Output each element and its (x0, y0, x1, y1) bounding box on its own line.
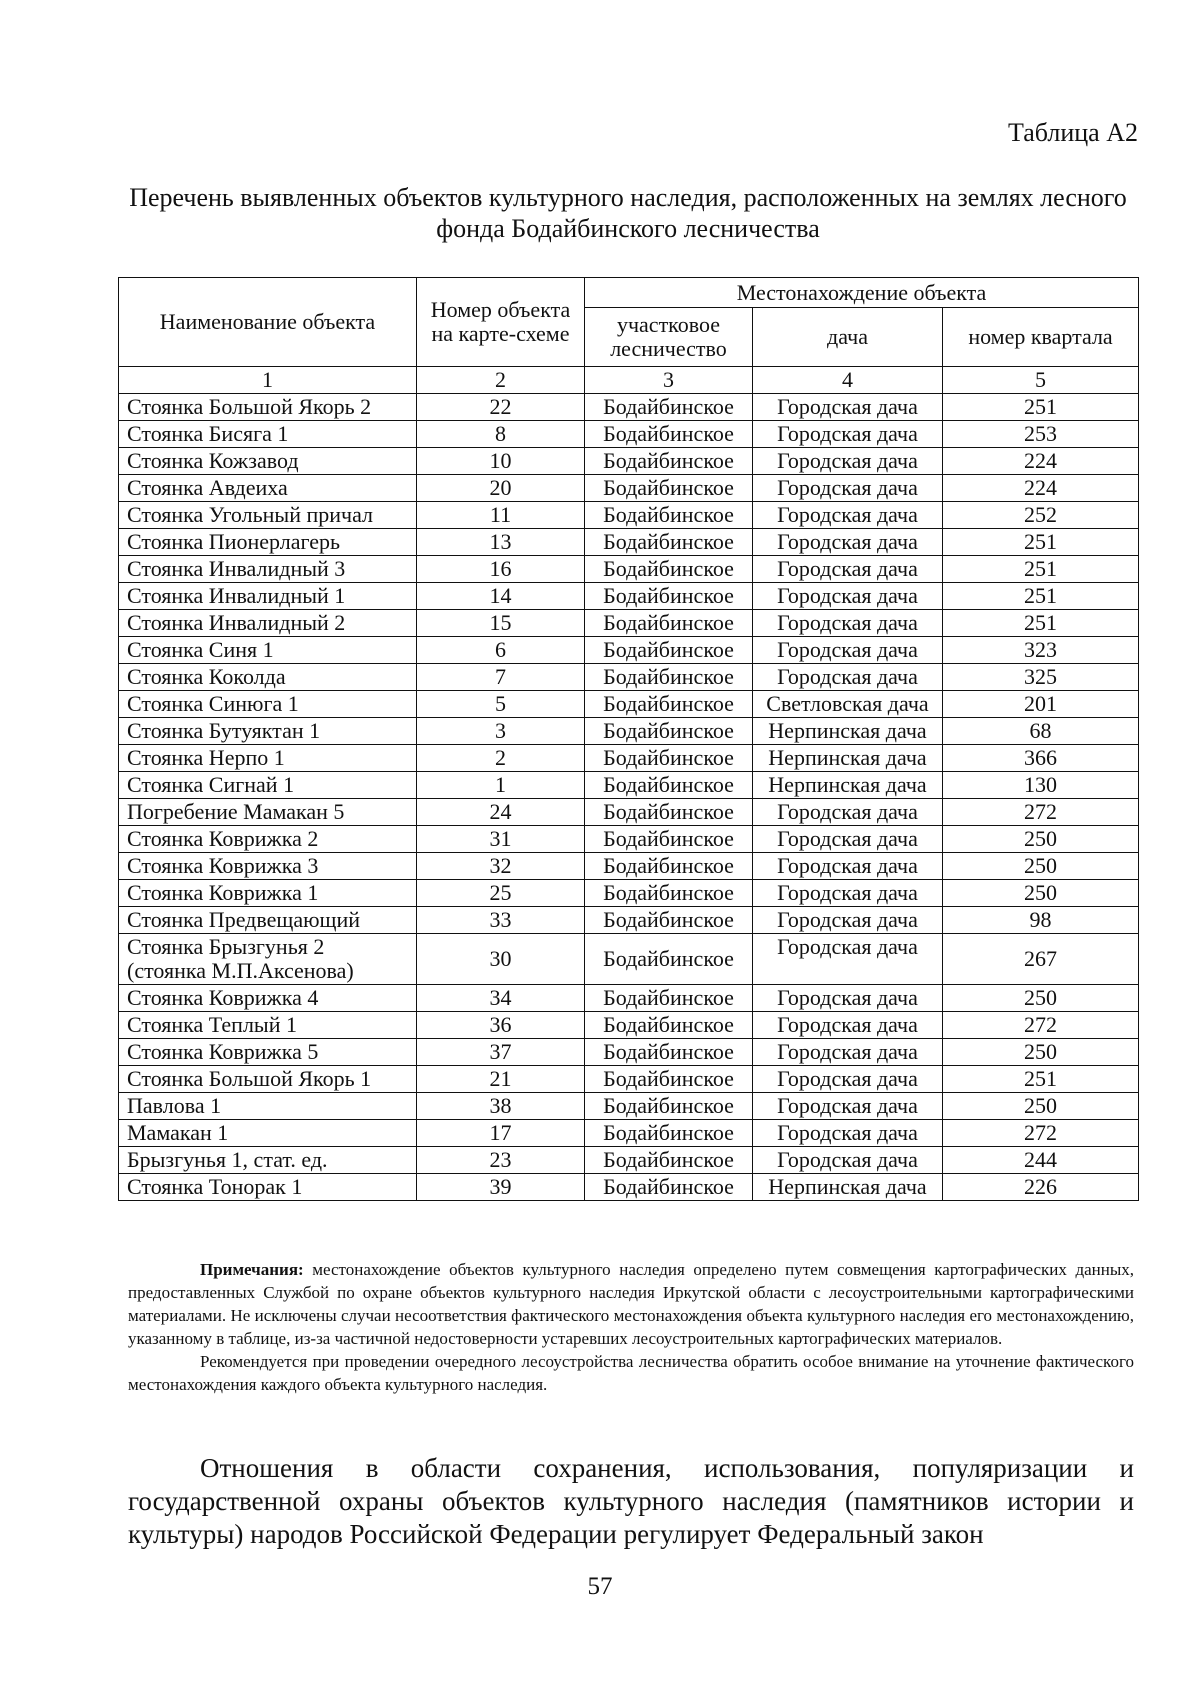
table-row (119, 583, 1139, 610)
cell-quarter: 98 (943, 907, 1139, 934)
cell-number: 24 (417, 799, 585, 826)
cell-number: 36 (417, 1012, 585, 1039)
cell-dacha: Городская дача (753, 583, 943, 610)
cell-name: Стоянка Пионерлагерь (119, 529, 417, 556)
cell-name: Брызгунья 1, стат. ед. (119, 1147, 417, 1174)
cell-number: 10 (417, 448, 585, 475)
cell-name: Погребение Мамакан 5 (119, 799, 417, 826)
cell-quarter: 130 (943, 772, 1139, 799)
cell-quarter: 68 (943, 718, 1139, 745)
cell-district: Бодайбинское (585, 1012, 753, 1039)
cell-name: Стоянка Инвалидный 1 (119, 583, 417, 610)
table-row (119, 448, 1139, 475)
header-number: Номер объекта на карте-схеме (417, 278, 585, 367)
cell-name (119, 934, 417, 985)
header-index: 3 (585, 367, 753, 394)
cell-district: Бодайбинское (585, 934, 753, 985)
table-row (119, 853, 1139, 880)
cell-district: Бодайбинское (585, 745, 753, 772)
table-row (119, 985, 1139, 1012)
cell-name-line: (стоянка М.П.Аксенова) (127, 958, 354, 983)
cell-district: Бодайбинское (585, 556, 753, 583)
table-row (119, 907, 1139, 934)
cell-name: Стоянка Нерпо 1 (119, 745, 417, 772)
table-row (119, 691, 1139, 718)
cell-name: Стоянка Бутуяктан 1 (119, 718, 417, 745)
cell-number: 17 (417, 1120, 585, 1147)
cell-quarter: 244 (943, 1147, 1139, 1174)
cell-dacha: Городская дача (753, 664, 943, 691)
cell-district: Бодайбинское (585, 772, 753, 799)
header-index: 5 (943, 367, 1139, 394)
cell-name: Стоянка Большой Якорь 2 (119, 394, 417, 421)
table-row (119, 664, 1139, 691)
cell-number: 7 (417, 664, 585, 691)
cell-number: 8 (417, 421, 585, 448)
cell-quarter: 251 (943, 556, 1139, 583)
cell-district: Бодайбинское (585, 394, 753, 421)
cell-district: Бодайбинское (585, 583, 753, 610)
cell-district: Бодайбинское (585, 1174, 753, 1201)
cell-dacha: Городская дача (753, 610, 943, 637)
cell-quarter: 253 (943, 421, 1139, 448)
cell-dacha: Светловская дача (753, 691, 943, 718)
cell-district: Бодайбинское (585, 610, 753, 637)
cell-quarter: 224 (943, 448, 1139, 475)
cell-number: 15 (417, 610, 585, 637)
cell-district: Бодайбинское (585, 1093, 753, 1120)
table-row (119, 718, 1139, 745)
table-row (119, 1066, 1139, 1093)
header-name: Наименование объекта (119, 278, 417, 367)
recommendation-text: Рекомендуется при проведении очередного лесоустройства лесничества обратить особое внимание на уточнение фактического местонахождения каждого объекта культурного наследия. (128, 1352, 1134, 1394)
cell-name: Стоянка Авдеиха (119, 475, 417, 502)
cell-dacha: Городская дача (753, 421, 943, 448)
body-paragraph: Отношения в области сохранения, использования, популяризации и государственной охраны объектов культурного наследия (памятников истории и культуры) народов Российской Федерации регулирует Федеральный закон (128, 1453, 1134, 1549)
document-title: Перечень выявленных объектов культурного наследия, расположенных на землях лесного фонда Бодайбинского лесничества (129, 183, 1127, 243)
header-index: 4 (753, 367, 943, 394)
cell-name: Стоянка Коврижка 2 (119, 826, 417, 853)
notes-label: Примечания: (200, 1260, 304, 1279)
cell-dacha: Нерпинская дача (753, 1174, 943, 1201)
cell-district: Бодайбинское (585, 799, 753, 826)
cell-name: Мамакан 1 (119, 1120, 417, 1147)
cell-name: Павлова 1 (119, 1093, 417, 1120)
table-body (119, 394, 1139, 1201)
notes-block (128, 1258, 1134, 1396)
cell-quarter: 251 (943, 610, 1139, 637)
cell-quarter: 251 (943, 1066, 1139, 1093)
cell-dacha: Городская дача (753, 1093, 943, 1120)
cell-dacha: Городская дача (753, 826, 943, 853)
cell-quarter: 267 (943, 934, 1139, 985)
cell-dacha: Городская дача (753, 907, 943, 934)
cell-dacha: Городская дача (753, 934, 943, 985)
cell-name: Стоянка Коврижка 1 (119, 880, 417, 907)
cell-number: 3 (417, 718, 585, 745)
cell-dacha: Городская дача (753, 556, 943, 583)
table-row (119, 529, 1139, 556)
cell-number: 33 (417, 907, 585, 934)
table-row (119, 1174, 1139, 1201)
cell-district: Бодайбинское (585, 985, 753, 1012)
header-dacha: дача (753, 308, 943, 367)
cell-number: 34 (417, 985, 585, 1012)
cell-district: Бодайбинское (585, 880, 753, 907)
heritage-table-container (118, 277, 1138, 1201)
cell-dacha: Городская дача (753, 448, 943, 475)
cell-name: Стоянка Кожзавод (119, 448, 417, 475)
cell-district: Бодайбинское (585, 853, 753, 880)
cell-quarter: 250 (943, 880, 1139, 907)
cell-dacha: Нерпинская дача (753, 745, 943, 772)
cell-name: Стоянка Предвещающий (119, 907, 417, 934)
cell-name: Стоянка Инвалидный 2 (119, 610, 417, 637)
cell-dacha: Городская дача (753, 1039, 943, 1066)
cell-dacha: Городская дача (753, 799, 943, 826)
header-location: Местонахождение объекта (585, 278, 1139, 308)
cell-number: 25 (417, 880, 585, 907)
table-row (119, 934, 1139, 985)
table-row (119, 421, 1139, 448)
cell-district: Бодайбинское (585, 691, 753, 718)
cell-dacha: Городская дача (753, 1012, 943, 1039)
cell-dacha: Городская дача (753, 637, 943, 664)
table-row (119, 1039, 1139, 1066)
cell-number: 16 (417, 556, 585, 583)
header-index: 2 (417, 367, 585, 394)
header-quarter: номер квартала (943, 308, 1139, 367)
cell-dacha: Нерпинская дача (753, 718, 943, 745)
cell-dacha: Городская дача (753, 529, 943, 556)
cell-name: Стоянка Коврижка 5 (119, 1039, 417, 1066)
table-row (119, 880, 1139, 907)
table-row (119, 745, 1139, 772)
table-caption: Таблица А2 (1008, 118, 1138, 147)
cell-quarter: 272 (943, 1012, 1139, 1039)
table-row (119, 1093, 1139, 1120)
cell-quarter: 250 (943, 1093, 1139, 1120)
cell-district: Бодайбинское (585, 664, 753, 691)
cell-number: 11 (417, 502, 585, 529)
cell-district: Бодайбинское (585, 448, 753, 475)
cell-number: 31 (417, 826, 585, 853)
cell-district: Бодайбинское (585, 1147, 753, 1174)
cell-number: 13 (417, 529, 585, 556)
header-district: участковое лесничество (585, 308, 753, 367)
table-row (119, 637, 1139, 664)
cell-name: Стоянка Тонорак 1 (119, 1174, 417, 1201)
cell-quarter: 251 (943, 529, 1139, 556)
cell-dacha: Городская дача (753, 1147, 943, 1174)
table-row (119, 1012, 1139, 1039)
cell-name: Стоянка Теплый 1 (119, 1012, 417, 1039)
cell-name: Стоянка Сигнай 1 (119, 772, 417, 799)
cell-quarter: 250 (943, 1039, 1139, 1066)
cell-name: Стоянка Коврижка 3 (119, 853, 417, 880)
cell-quarter: 272 (943, 799, 1139, 826)
cell-district: Бодайбинское (585, 1066, 753, 1093)
cell-number: 38 (417, 1093, 585, 1120)
cell-name: Стоянка Синя 1 (119, 637, 417, 664)
cell-quarter: 226 (943, 1174, 1139, 1201)
cell-number: 14 (417, 583, 585, 610)
heritage-table (118, 277, 1139, 1201)
cell-quarter: 251 (943, 583, 1139, 610)
cell-district: Бодайбинское (585, 529, 753, 556)
cell-quarter: 250 (943, 985, 1139, 1012)
cell-dacha: Городская дача (753, 1120, 943, 1147)
cell-dacha: Городская дача (753, 502, 943, 529)
cell-district: Бодайбинское (585, 421, 753, 448)
table-row (119, 1147, 1139, 1174)
cell-number: 20 (417, 475, 585, 502)
cell-quarter: 272 (943, 1120, 1139, 1147)
cell-number: 32 (417, 853, 585, 880)
cell-number: 6 (417, 637, 585, 664)
table-row (119, 826, 1139, 853)
cell-number: 22 (417, 394, 585, 421)
table-row (119, 799, 1139, 826)
cell-dacha: Городская дача (753, 853, 943, 880)
cell-name: Стоянка Большой Якорь 1 (119, 1066, 417, 1093)
cell-district: Бодайбинское (585, 826, 753, 853)
cell-quarter: 366 (943, 745, 1139, 772)
cell-number: 1 (417, 772, 585, 799)
table-row (119, 475, 1139, 502)
cell-district: Бодайбинское (585, 907, 753, 934)
cell-name: Стоянка Инвалидный 3 (119, 556, 417, 583)
cell-number: 21 (417, 1066, 585, 1093)
cell-dacha: Городская дача (753, 985, 943, 1012)
header-index: 1 (119, 367, 417, 394)
table-row (119, 556, 1139, 583)
cell-district: Бодайбинское (585, 475, 753, 502)
cell-quarter: 224 (943, 475, 1139, 502)
cell-quarter: 250 (943, 826, 1139, 853)
cell-number: 23 (417, 1147, 585, 1174)
cell-quarter: 250 (943, 853, 1139, 880)
cell-quarter: 201 (943, 691, 1139, 718)
notes-text: местонахождение объектов культурного наследия определено путем совмещения картографических данных, предоставленных Службой по охране объектов культурного наследия Иркутской области с лесоустроительными картографическими материалами. Не исключены случаи несоответствия фактического местонахождения объекта культурного наследия его местонахождению, указанному в таблице, из-за частичной недостоверности устаревших лесоустроительных картографических материалов. (128, 1260, 1135, 1348)
cell-number: 39 (417, 1174, 585, 1201)
cell-name: Стоянка Бисяга 1 (119, 421, 417, 448)
cell-district: Бодайбинское (585, 502, 753, 529)
cell-name: Стоянка Синюга 1 (119, 691, 417, 718)
cell-number: 2 (417, 745, 585, 772)
header-index-row (119, 367, 1139, 394)
cell-quarter: 252 (943, 502, 1139, 529)
cell-quarter: 323 (943, 637, 1139, 664)
cell-name: Стоянка Коколда (119, 664, 417, 691)
cell-dacha: Нерпинская дача (753, 772, 943, 799)
table-row (119, 394, 1139, 421)
table-row (119, 610, 1139, 637)
cell-name: Стоянка Коврижка 4 (119, 985, 417, 1012)
cell-name-line: Стоянка Брызгунья 2 (127, 934, 325, 959)
cell-number: 5 (417, 691, 585, 718)
page-number: 57 (587, 1573, 613, 1600)
cell-dacha: Городская дача (753, 475, 943, 502)
table-row (119, 772, 1139, 799)
table-row (119, 502, 1139, 529)
table-row (119, 1120, 1139, 1147)
cell-dacha: Городская дача (753, 394, 943, 421)
cell-quarter: 251 (943, 394, 1139, 421)
cell-number: 30 (417, 934, 585, 985)
cell-district: Бодайбинское (585, 1039, 753, 1066)
cell-district: Бодайбинское (585, 637, 753, 664)
cell-quarter: 325 (943, 664, 1139, 691)
cell-number: 37 (417, 1039, 585, 1066)
cell-dacha: Городская дача (753, 1066, 943, 1093)
cell-district: Бодайбинское (585, 1120, 753, 1147)
cell-district: Бодайбинское (585, 718, 753, 745)
cell-dacha: Городская дача (753, 880, 943, 907)
cell-name: Стоянка Угольный причал (119, 502, 417, 529)
